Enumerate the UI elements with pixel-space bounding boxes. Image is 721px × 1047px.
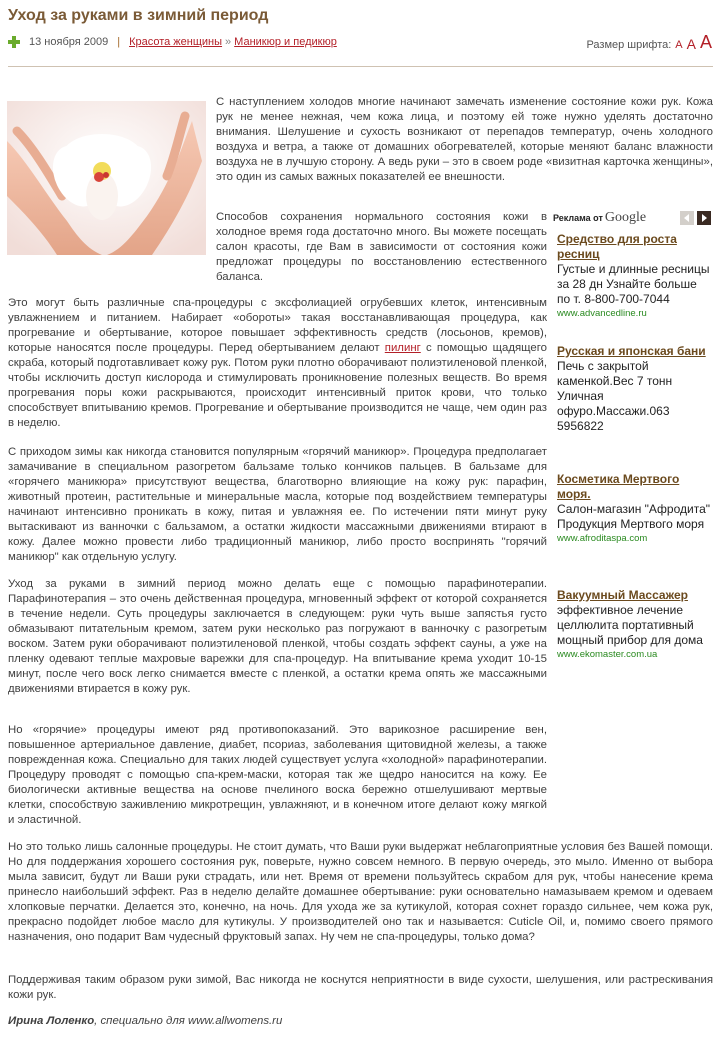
header-divider <box>8 66 713 67</box>
subcategory-link[interactable]: Маникюр и педикюр <box>234 36 337 48</box>
font-size-switcher <box>586 33 712 51</box>
ad-text: Печь с закрытой каменкой.Вес 7 тонн Уличная офуро.Массажи.063 5956822 <box>557 359 673 433</box>
font-size-medium-button[interactable]: A <box>686 36 696 52</box>
paragraph-3 <box>8 296 547 431</box>
author-signature <box>8 1015 282 1027</box>
paragraph-3-text-start: Это могут быть различные спа-процедуры с эксфолиацией огрубевших клеток, интенсивным увлажнением и питанием. Набирает «обороты» такая восстанавливающая процедура, как прогревание и обертывание, которое повышает эффективность средств (лосьонов, кремов), которые наносятся после процедуры. Перед обертыванием делают <box>8 297 547 354</box>
ad-title-link[interactable]: Вакуумный Массажер <box>557 588 688 602</box>
ad-item[interactable] <box>557 344 711 434</box>
paragraph-4: С приходом зимы как никогда становится популярным «горячий маникюр». Процедура предполагает замачивание в специальном разогретом бальзаме только кончиков пальцев. В бальзаме для «горячего маникюра» присутствуют вещества, благотворно влияющие на кожу рук: парафин, животный протеин, растительные и минеральные масла, которые под воздействием температуры начинают интенсивно проникать в кожу, питая и увлажняя ее. По истечении пяти минут руку вытаскивают из ванночки с бальзамом, а остатки жидкости массажными движениями втирают в кожу. Далее можно провести либо традиционный маникюр, либо просто воспринять "горячий маникюр" как отдельную услугу. <box>8 446 547 563</box>
google-logo: Google <box>604 210 647 225</box>
paragraph-6: Но «горячие» процедуры имеют ряд противопоказаний. Это варикозное расширение вен, повышенное артериальное давление, диабет, псориаз, заболевания щитовидной железы, а также поврежденная кожа. Специально для таких людей существует услуга «холодной» парафинотерапии. Процедуру проводят с помощью спа-крем-маски, которая так же щедро наносится на кожу. Ее биологически активные вещества на основе пчелиного воска бережно отшелушивают мертвые клетки, способствую заживлению микротрещин, увлажняют, и в конечном итоге делают кожу мягкой и эластичной. <box>8 724 547 826</box>
paragraph-1: С наступлением холодов многие начинают замечать изменение состояние кожи рук. Кожа рук не менее нежная, чем кожа лица, и поэтому ей тоже нужно уделять достаточно внимания. Шелушение и сухость возникают от перепадов температур, очень холодного воздуха и ветра, а также от домашних обогревателей, которые меняют баланс влажности воздуха не в лучшую сторону. А ведь руки – это в своем роде «визитная карточка женщины», это один из самых важных показателей ее внешности. <box>216 96 713 183</box>
font-size-label: Размер шрифта: <box>586 39 672 51</box>
ads-header <box>553 208 711 228</box>
article-date: 13 ноября 2009 <box>29 36 109 48</box>
ad-title-link[interactable]: Средство для роста ресниц <box>557 232 677 261</box>
ads-label: Реклама от <box>553 213 603 223</box>
hands-orchid-image <box>7 101 206 255</box>
ad-title-link[interactable]: Косметика Мертвого моря. <box>557 472 680 501</box>
ads-block <box>553 208 711 660</box>
plus-icon[interactable] <box>8 36 20 48</box>
ads-prev-arrow-icon[interactable] <box>680 211 694 225</box>
font-size-large-button[interactable]: A <box>699 32 712 52</box>
author-suffix: , специально для www.allwomens.ru <box>94 1015 283 1027</box>
article-title: Уход за руками в зимний период <box>8 7 269 24</box>
paragraph-8: Поддерживая таким образом руки зимой, Вас никогда не коснутся неприятности в виде сухости, шелушения, или растрескивания кожи рук. <box>8 974 713 1001</box>
ad-title-link[interactable]: Русская и японская бани <box>557 344 706 358</box>
paragraph-2: Способов сохранения нормального состояния кожи в холодное время года достаточно много. Вы можете посещать салон красоты, где Вам в зависимости от состояния кожи предложат процедуры по восстановлению естественного баланса. <box>216 211 547 283</box>
peeling-link[interactable]: пилинг <box>384 342 421 354</box>
paragraph-3-text-end: с помощью щадящего скраба, который подготавливает кожу рук. Потом руки плотно оборачивают полиэтиленовой пленкой, чтобы исключить доступ кислорода и стимулировать проникновение полезных веществ. Во время прогревания поры кожи раскрываются, происходит интенсивный приток крови, что только способствует впитыванию кремов. Прогревание и обертывание производится не чаще, чем один раз в неделю. <box>8 342 547 429</box>
ad-text: эффективное лечение целлюлита портативный мощный прибор для дома <box>557 603 703 647</box>
ad-url[interactable]: www.ekomaster.com.ua <box>557 649 658 660</box>
ad-url[interactable]: www.advancedline.ru <box>557 308 647 319</box>
ad-item[interactable] <box>557 472 711 546</box>
ad-url[interactable]: www.afroditaspa.com <box>557 533 648 544</box>
ads-next-arrow-icon[interactable] <box>697 211 711 225</box>
category-link[interactable]: Красота женщины <box>129 36 223 48</box>
ad-text: Густые и длинные ресницы за 28 дн Узнайте больше по т. 8-800-700-7044 <box>557 262 710 306</box>
article-photo <box>7 101 206 255</box>
ad-item[interactable] <box>557 588 711 662</box>
author-name: Ирина Лоленко <box>8 1015 95 1027</box>
ad-text: Салон-магазин "Афродита" Продукция Мертвого моря <box>557 502 711 531</box>
paragraph-5: Уход за руками в зимний период можно делать еще с помощью парафинотерапии. Парафинотерапия – это очень действенная процедура, мгновенный эффект от которой сохраняется в течение недели. Суть процедуры заключается в следующем: руки чуть выше запястья густо обмазывают питательным кремом, затем руки несколько раз погружают в ванночку с разогретым воском. Затем руки оборачивают полиэтиленовой пленкой, чтобы создать эффект сауны, а уже на пленку одевают теплые махровые варежки для спа-процедур. На впитывание крема уходит 10-15 минут, после чего воск легко снимается вместе с пленкой, а остатки крема опять же массажными движениями втирается в кожу рук. <box>8 578 547 695</box>
meta-separator: | <box>117 36 121 48</box>
paragraph-7: Но это только лишь салонные процедуры. Не стоит думать, что Ваши руки выдержат неблагоприятные условия без Вашей помощи. Но для поддержания хорошего состояния рук, поверьте, нужно совсем немного. В первую очередь, это мыло. Именно от выбора мыла зависит, будут ли Ваши руки страдать, или нет. Время от времени пользуйтесь скрабом для рук, чтобы нанесение крема принесло наибольший эффект. Раз в неделю делайте домашнее обертывание: руки основательно намазываем кремом и одеваем хлопковые перчатки. Делается это, конечно, на ночь. Для ухода же за кутикулой, которая сохнет гораздо сильнее, чем кожа рук, прекрасно подойдет любое масло для кутикулы. У производителей оно так и называется: Cuticle Oil, и, помимо своего прямого назначения, оно подарит Вам чудесный фруктовый запах. Ну чем не спа-процедуры, только дома? <box>8 841 713 943</box>
breadcrumb-arrow: » <box>225 36 232 48</box>
ad-item[interactable] <box>557 232 711 321</box>
font-size-small-button[interactable]: A <box>675 39 683 51</box>
article-meta <box>8 36 337 48</box>
